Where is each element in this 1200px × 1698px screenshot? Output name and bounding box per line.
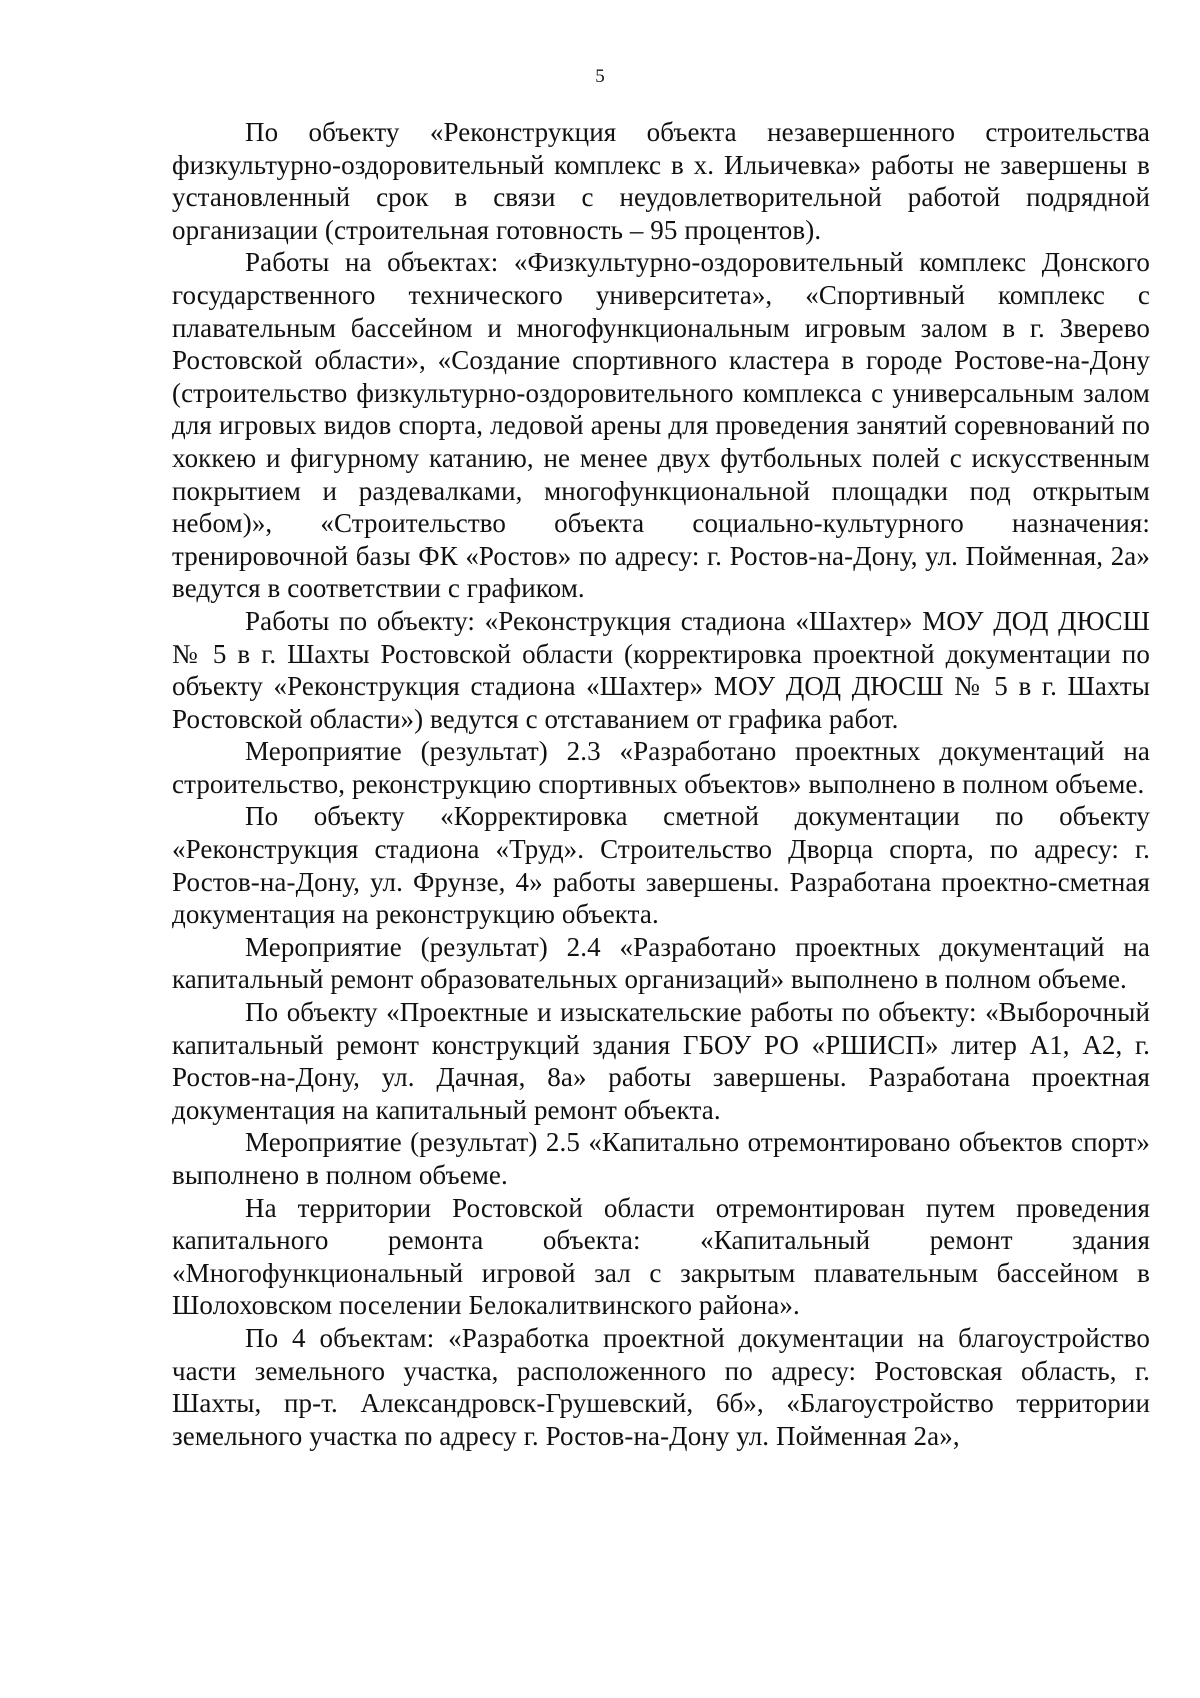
paragraph: По объекту «Реконструкция объекта незавершенного строительства физкультурно-оздоровительный комплекс в х. Ильичевка» работы не завершены в установленный срок в связи с неудовлетворительной работой подрядной организации (строительная готовность – 95 процентов). (172, 117, 1150, 245)
paragraph: На территории Ростовской области отремонтирован путем проведения капитального ремонта объекта: «Капитальный ремонт здания «Многофункциональный игровой зал с закрытым плавательным бассейном в Шолоховском поселении Белокалитвинского района». (172, 1192, 1150, 1321)
paragraph: Работы на объектах: «Физкультурно-оздоровительный комплекс Донского государственного технического университета», «Спортивный комплекс с плавательным бассейном и многофункциональным игровым залом в г. Зверево Ростовской области», «Создание спортивного кластера в городе Ростове-на-Дону (строительство физкультурно-оздоровительного комплекса с универсальным залом для игровых видов спорта, ледовой арены для проведения занятий соревнований по хоккею и фигурному катанию, не менее двух футбольных полей с искусственным покрытием и раздевалками, многофункциональной площадки под открытым небом)», «Строительство объекта социально-культурного назначения: тренировочной базы ФК «Ростов» по адресу: г. Ростов-на-Дону, ул. Пойменная, 2а» ведутся в соответствии с графиком. (172, 247, 1150, 604)
paragraph: По объекту «Проектные и изыскательские работы по объекту: «Выборочный капитальный ремонт конструкций здания ГБОУ РО «РШИСП» литер А1, А2, г. Ростов-на-Дону, ул. Дачная, 8а» работы завершены. Разработана проектная документация на капитальный ремонт объекта. (172, 997, 1150, 1125)
paragraph: Мероприятие (результат) 2.5 «Капитально отремонтировано объектов спорт» выполнено в полном объеме. (172, 1127, 1150, 1190)
paragraph: По объекту «Корректировка сметной документации по объекту «Реконструкция стадиона «Труд». Строительство Дворца спорта, по адресу: г. Ростов-на-Дону, ул. Фрунзе, 4» работы завершены. Разработана проектно-сметная документация на реконструкцию объекта. (172, 801, 1150, 930)
page-number: 5 (595, 66, 605, 87)
paragraph: Мероприятие (результат) 2.3 «Разработано проектных документаций на строительство, реконструкцию спортивных объектов» выполнено в полном объеме. (172, 736, 1150, 799)
body-text (172, 116, 1150, 1452)
paragraph: Мероприятие (результат) 2.4 «Разработано проектных документаций на капитальный ремонт образовательных организаций» выполнено в полном объеме. (172, 931, 1150, 995)
paragraph: Работы по объекту: «Реконструкция стадиона «Шахтер» МОУ ДОД ДЮСШ № 5 в г. Шахты Ростовской области (корректировка проектной документации по объекту «Реконструкция стадиона «Шахтер» МОУ ДОД ДЮСШ № 5 в г. Шахты Ростовской области») ведутся с отставанием от графика работ. (172, 605, 1150, 734)
paragraph: По 4 объектам: «Разработка проектной документации на благоустройство части земельного участка, расположенного по адресу: Ростовская область, г. Шахты, пр-т. Александровск-Грушевский, 6б», «Благоустройство территории земельного участка по адресу г. Ростов-на-Дону ул. Пойменная 2а», (172, 1322, 1150, 1451)
